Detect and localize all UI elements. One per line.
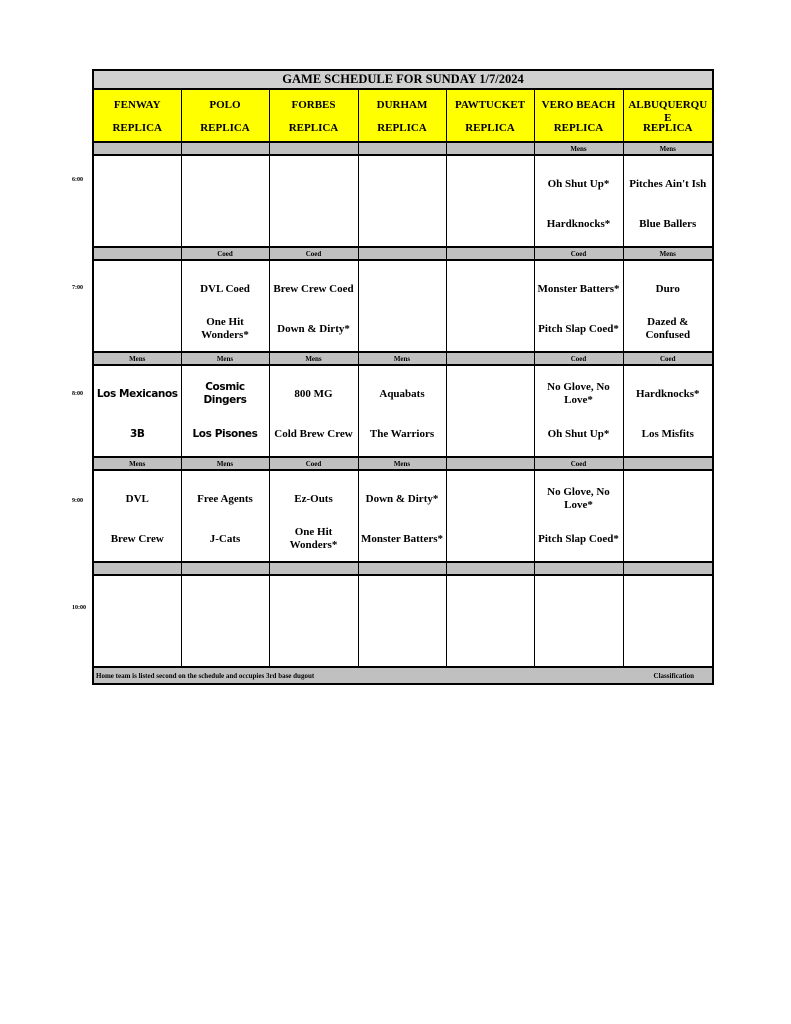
game-cell [358,155,446,247]
venue-name: FORBES [291,99,336,111]
game-cell [534,155,623,247]
away-team [184,170,267,198]
home-team: One Hit Wonders* [201,316,249,341]
away-team: DVL [125,492,149,505]
venue-subtitle: REPLICA [642,122,693,134]
home-team: Pitch Slap Coed* [538,532,619,545]
venue-name: VERO BEACH [541,99,616,111]
game-cell [358,260,446,352]
away-team [184,590,267,618]
away-team: No Glove, No Love* [547,381,610,406]
venue-name: POLO [209,99,241,111]
venue-subtitle: REPLICA [200,122,250,134]
game-cell [446,365,534,457]
away-team: Oh Shut Up* [547,177,610,190]
home-team [449,525,532,553]
away-team [361,590,444,618]
classification-cell: Mens [181,457,269,470]
classification-cell [269,142,358,155]
classification-cell: Mens [623,247,713,260]
classification-cell [358,247,446,260]
venue-header [93,89,181,142]
classification-cell [446,352,534,365]
game-cell [623,470,713,562]
away-team [96,275,179,303]
classification-row [93,562,713,575]
away-team: No Glove, No Love* [547,486,610,511]
classification-cell [446,457,534,470]
game-cell [534,470,623,562]
game-cell [623,155,713,247]
game-cell [269,260,358,352]
away-team: Monster Batters* [537,282,620,295]
classification-cell: Coed [623,352,713,365]
classification-row [93,352,713,365]
away-team: Cosmic Dingers [203,381,247,406]
home-team [361,210,444,238]
home-team [449,630,532,658]
classification-row [93,457,713,470]
home-team [626,630,711,658]
venue-header [181,89,269,142]
home-team: Los Misfits [641,427,694,440]
venue-subtitle: REPLICA [377,122,427,134]
game-cell [534,260,623,352]
away-team: Hardknocks* [635,387,700,400]
game-cell [93,365,181,457]
home-team: One Hit Wonders* [289,526,338,551]
classification-cell: Mens [269,352,358,365]
game-row [93,470,713,562]
home-team [96,315,179,343]
classification-cell [93,247,181,260]
classification-cell [93,142,181,155]
home-team: Blue Ballers [639,217,697,230]
venue-name: ALBUQUERQU E [628,99,708,124]
classification-cell: Coed [269,247,358,260]
away-team [449,380,532,408]
game-cell [181,575,269,667]
game-row [93,155,713,247]
home-team: Down & Dirty* [277,322,350,335]
game-cell [181,470,269,562]
venue-subtitle: REPLICA [465,122,515,134]
away-team [449,590,532,618]
home-team: J-Cats [209,532,241,545]
classification-cell: Coed [269,457,358,470]
away-team: Aquabats [379,387,425,400]
classification-cell: Coed [534,352,623,365]
classification-row [93,142,713,155]
away-team [449,170,532,198]
game-cell [446,470,534,562]
venue-header [623,89,713,142]
home-team-note: Home team is listed second on the schedule and occupies 3rd base dugout [96,671,315,680]
game-cell [93,575,181,667]
game-row [93,365,713,457]
home-team [272,210,356,238]
classification-cell: Mens [534,142,623,155]
classification-cell: Coed [534,247,623,260]
classification-cell: Mens [623,142,713,155]
classification-cell: Mens [358,457,446,470]
classification-row [93,247,713,260]
time-label-10: 10:00 [72,605,86,611]
home-team [449,315,532,343]
venue-header [446,89,534,142]
game-cell [269,575,358,667]
home-team: Pitch Slap Coed* [538,322,619,335]
home-team: The Warriors [369,427,435,440]
schedule-title: GAME SCHEDULE FOR SUNDAY 1/7/2024 [93,70,713,89]
home-team [626,525,711,553]
away-team [96,170,179,198]
game-cell [269,365,358,457]
away-team [537,590,621,618]
classification-cell [446,562,534,575]
game-cell [623,365,713,457]
classification-cell [269,562,358,575]
venue-header [358,89,446,142]
home-team [96,630,179,658]
away-team [361,170,444,198]
away-team: DVL Coed [200,282,250,295]
game-cell [534,365,623,457]
game-cell [93,470,181,562]
venue-name: DURHAM [376,99,428,111]
venue-header [269,89,358,142]
away-team: Brew Crew Coed [273,282,354,295]
away-team: 800 MG [294,387,333,400]
away-team: Free Agents [197,492,253,505]
home-team [449,420,532,448]
away-team: Down & Dirty* [365,492,439,505]
game-cell [623,260,713,352]
venue-name: PAWTUCKET [454,99,526,111]
classification-label: Classification [653,671,694,680]
classification-cell [181,142,269,155]
game-row [93,260,713,352]
classification-cell: Mens [181,352,269,365]
home-team [449,210,532,238]
away-team [626,590,711,618]
game-cell [358,470,446,562]
home-team [361,630,444,658]
home-team: Hardknocks* [546,217,611,230]
classification-cell [181,562,269,575]
away-team [272,590,356,618]
classification-cell [358,142,446,155]
home-team: Cold Brew Crew [274,427,353,440]
home-team [537,630,621,658]
classification-cell [93,562,181,575]
away-team: Los Mexicanos [96,387,178,400]
home-team [272,630,356,658]
venue-subtitle: REPLICA [288,122,339,134]
game-cell [181,155,269,247]
home-team: Dazed & Confused [645,316,691,341]
schedule-table [92,69,714,685]
away-team [361,275,444,303]
home-team [184,630,267,658]
away-team [272,170,356,198]
game-cell [93,260,181,352]
venue-name: FENWAY [113,99,161,111]
time-label-7: 7:00 [72,285,83,291]
game-cell [269,155,358,247]
venue-subtitle: REPLICA [553,122,604,134]
classification-cell [446,142,534,155]
away-team [449,485,532,513]
home-team: Monster Batters* [361,532,443,545]
game-cell [623,575,713,667]
game-cell [534,575,623,667]
game-cell [181,365,269,457]
away-team [626,485,711,513]
home-team [184,210,267,238]
home-team: Brew Crew [110,532,164,545]
away-team [449,275,532,303]
home-team: Oh Shut Up* [547,427,610,440]
classification-cell: Coed [534,457,623,470]
game-cell [93,155,181,247]
home-team [361,315,444,343]
classification-cell: Mens [93,457,181,470]
classification-cell [358,562,446,575]
away-team: Pitches Ain't Ish [629,177,707,190]
away-team: Duro [655,282,680,295]
venue-subtitle: REPLICA [112,122,162,134]
time-label-6: 6:00 [72,177,83,183]
home-team: 3B [129,427,145,440]
classification-cell [534,562,623,575]
venue-header-row [93,89,713,142]
classification-cell: Mens [358,352,446,365]
game-row [93,575,713,667]
classification-cell [623,457,713,470]
time-label-9: 9:00 [72,498,83,504]
classification-cell: Mens [93,352,181,365]
game-cell [358,575,446,667]
time-label-8: 8:00 [72,391,83,397]
classification-cell: Coed [181,247,269,260]
footer-row [93,667,713,684]
footer-cell [93,667,713,684]
home-team: Los Pisones [192,427,258,440]
away-team [96,590,179,618]
away-team: Ez-Outs [294,492,333,505]
home-team [96,210,179,238]
game-cell [269,470,358,562]
game-cell [181,260,269,352]
game-cell [446,155,534,247]
game-cell [446,575,534,667]
game-cell [446,260,534,352]
venue-header [534,89,623,142]
classification-cell [446,247,534,260]
classification-cell [623,562,713,575]
game-cell [358,365,446,457]
